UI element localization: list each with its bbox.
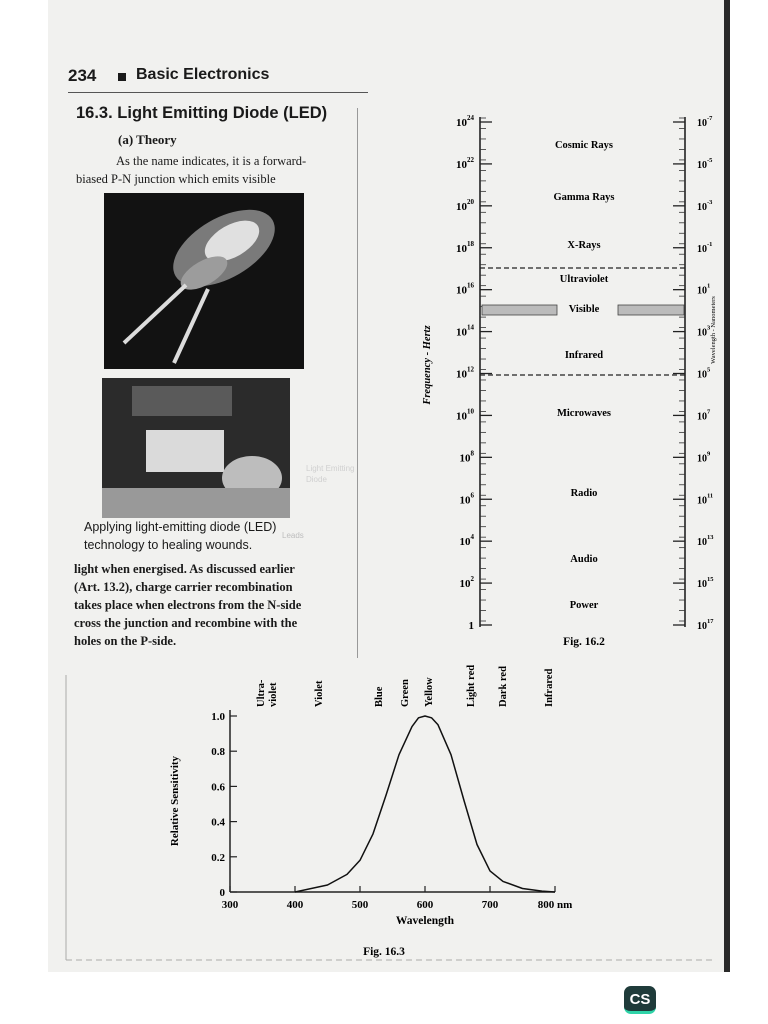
band-label: Visible: [568, 304, 600, 315]
wavelength-tick-label: $10^{-1}$: [697, 240, 713, 255]
color-band-label: Yellow: [424, 677, 435, 707]
x-tick-label: 500: [351, 899, 369, 911]
color-band-label: Ultra-: [256, 679, 267, 707]
led-label-diode-line2: Diode: [306, 475, 327, 484]
wavelength-tick-label: $10^{17}$: [697, 618, 714, 632]
band-label: Infrared: [564, 350, 604, 361]
camscanner-logo: CS: [624, 986, 656, 1014]
y-tick-label: 0.2: [211, 851, 225, 864]
healing-illustration: [102, 378, 290, 518]
body-line: (Art. 13.2), charge carrier recombination: [74, 580, 293, 594]
wavelength-tick-label: $10^{13}$: [697, 534, 714, 549]
wavelength-tick-label: $10^{-7}$: [697, 115, 713, 129]
wavelength-tick-label: $10^5$: [697, 366, 711, 381]
led-label-diode-line1: Light Emitting: [306, 464, 355, 473]
band-label: Radio: [570, 488, 598, 499]
wavelength-tick-label: $10^7$: [697, 408, 711, 423]
sensitivity-figure: [48, 655, 724, 972]
wavelength-tick-label: $10^{-5}$: [697, 156, 713, 171]
frequency-tick-label: $10^8$: [459, 449, 474, 465]
wavelength-tick-label: $10^9$: [697, 450, 711, 465]
color-band-label: Blue: [374, 686, 385, 707]
y-tick-label: 0.6: [211, 781, 225, 794]
body-line: light when energised. As discussed earlier: [74, 562, 295, 576]
y-tick-label: 0: [219, 887, 225, 899]
frequency-tick-label: $10^{22}$: [456, 155, 474, 171]
frequency-tick-label: 1: [468, 620, 474, 632]
color-band-label: Infrared: [544, 668, 555, 707]
color-band-label: Green: [400, 679, 411, 707]
figure-caption: Fig. 16.2: [563, 636, 605, 648]
book-title: Basic Electronics: [136, 66, 270, 83]
band-label: X-Rays: [567, 240, 601, 251]
wavelength-axis-label: Wavelength - Nanometers: [710, 296, 717, 364]
color-band-label: Dark red: [498, 666, 509, 707]
section-title: 16.3. Light Emitting Diode (LED): [76, 104, 328, 122]
frequency-tick-label: $10^2$: [459, 575, 474, 591]
band-label: Audio: [570, 554, 598, 565]
frequency-tick-label: $10^{16}$: [456, 281, 474, 297]
visible-band-left: [482, 305, 557, 315]
color-band-label: Light red: [466, 664, 477, 707]
header-bullet: [118, 73, 126, 81]
x-axis-label: Wavelength: [395, 915, 455, 927]
section-subtitle: (a) Theory: [118, 132, 177, 147]
frequency-tick-label: $10^4$: [459, 533, 474, 549]
led-illustration: [104, 193, 304, 369]
band-label: Ultraviolet: [559, 274, 609, 285]
frequency-tick-label: $10^{14}$: [456, 323, 474, 339]
body-line: holes on the P-side.: [74, 634, 177, 648]
wavelength-tick-label: $10^1$: [697, 282, 711, 297]
led-label-leads: Leads: [282, 531, 304, 540]
x-tick-label: 600: [416, 899, 434, 911]
x-tick-label: 300: [221, 899, 239, 911]
frequency-tick-label: $10^{24}$: [456, 114, 474, 129]
column-divider: [357, 108, 358, 658]
frequency-tick-label: $10^{18}$: [456, 239, 474, 255]
figure-caption: Fig. 16.3: [363, 946, 405, 958]
frequency-tick-label: $10^{20}$: [456, 197, 474, 213]
wavelength-tick-label: $10^{11}$: [697, 492, 714, 507]
photo-caption-line: technology to healing wounds.: [84, 538, 253, 552]
wavelength-tick-label: $10^3$: [697, 324, 711, 339]
sensitivity-curve: [295, 716, 555, 892]
color-band-label: violet: [268, 682, 279, 707]
header-rule: [68, 92, 368, 93]
frequency-axis-label: Frequency - Hertz: [422, 325, 433, 405]
band-label: Gamma Rays: [553, 192, 615, 203]
spectrum-figure: [360, 100, 724, 655]
frequency-tick-label: $10^{10}$: [456, 407, 474, 423]
y-axis-label: Relative Sensitivity: [169, 755, 181, 847]
photo-caption-line: Applying light-emitting diode (LED): [84, 520, 277, 534]
page-number: 234: [68, 66, 97, 85]
y-tick-label: 0.4: [211, 816, 225, 829]
wavelength-tick-label: $10^{-3}$: [697, 198, 713, 213]
x-tick-label: 400: [286, 899, 304, 911]
band-label: Cosmic Rays: [554, 140, 614, 151]
body-line: takes place when electrons from the N-side: [74, 598, 302, 612]
band-label: Power: [569, 600, 599, 611]
intro-line: As the name indicates, it is a forward-: [116, 154, 307, 168]
color-band-label: Violet: [314, 680, 325, 707]
intro-line: biased P-N junction which emits visible: [76, 172, 276, 186]
y-tick-label: 1.0: [211, 711, 225, 723]
x-tick-label: 800 nm: [537, 899, 573, 911]
x-tick-label: 700: [481, 899, 499, 911]
frequency-tick-label: $10^6$: [459, 491, 474, 507]
visible-band-right: [618, 305, 684, 315]
healing-photo: [102, 378, 290, 518]
body-line: cross the junction and recombine with the: [74, 616, 298, 630]
band-label: Microwaves: [556, 408, 612, 419]
book-page: [48, 0, 724, 972]
frequency-tick-label: $10^{12}$: [456, 365, 474, 381]
wavelength-tick-label: $10^{15}$: [697, 576, 714, 591]
y-tick-label: 0.8: [211, 746, 225, 759]
